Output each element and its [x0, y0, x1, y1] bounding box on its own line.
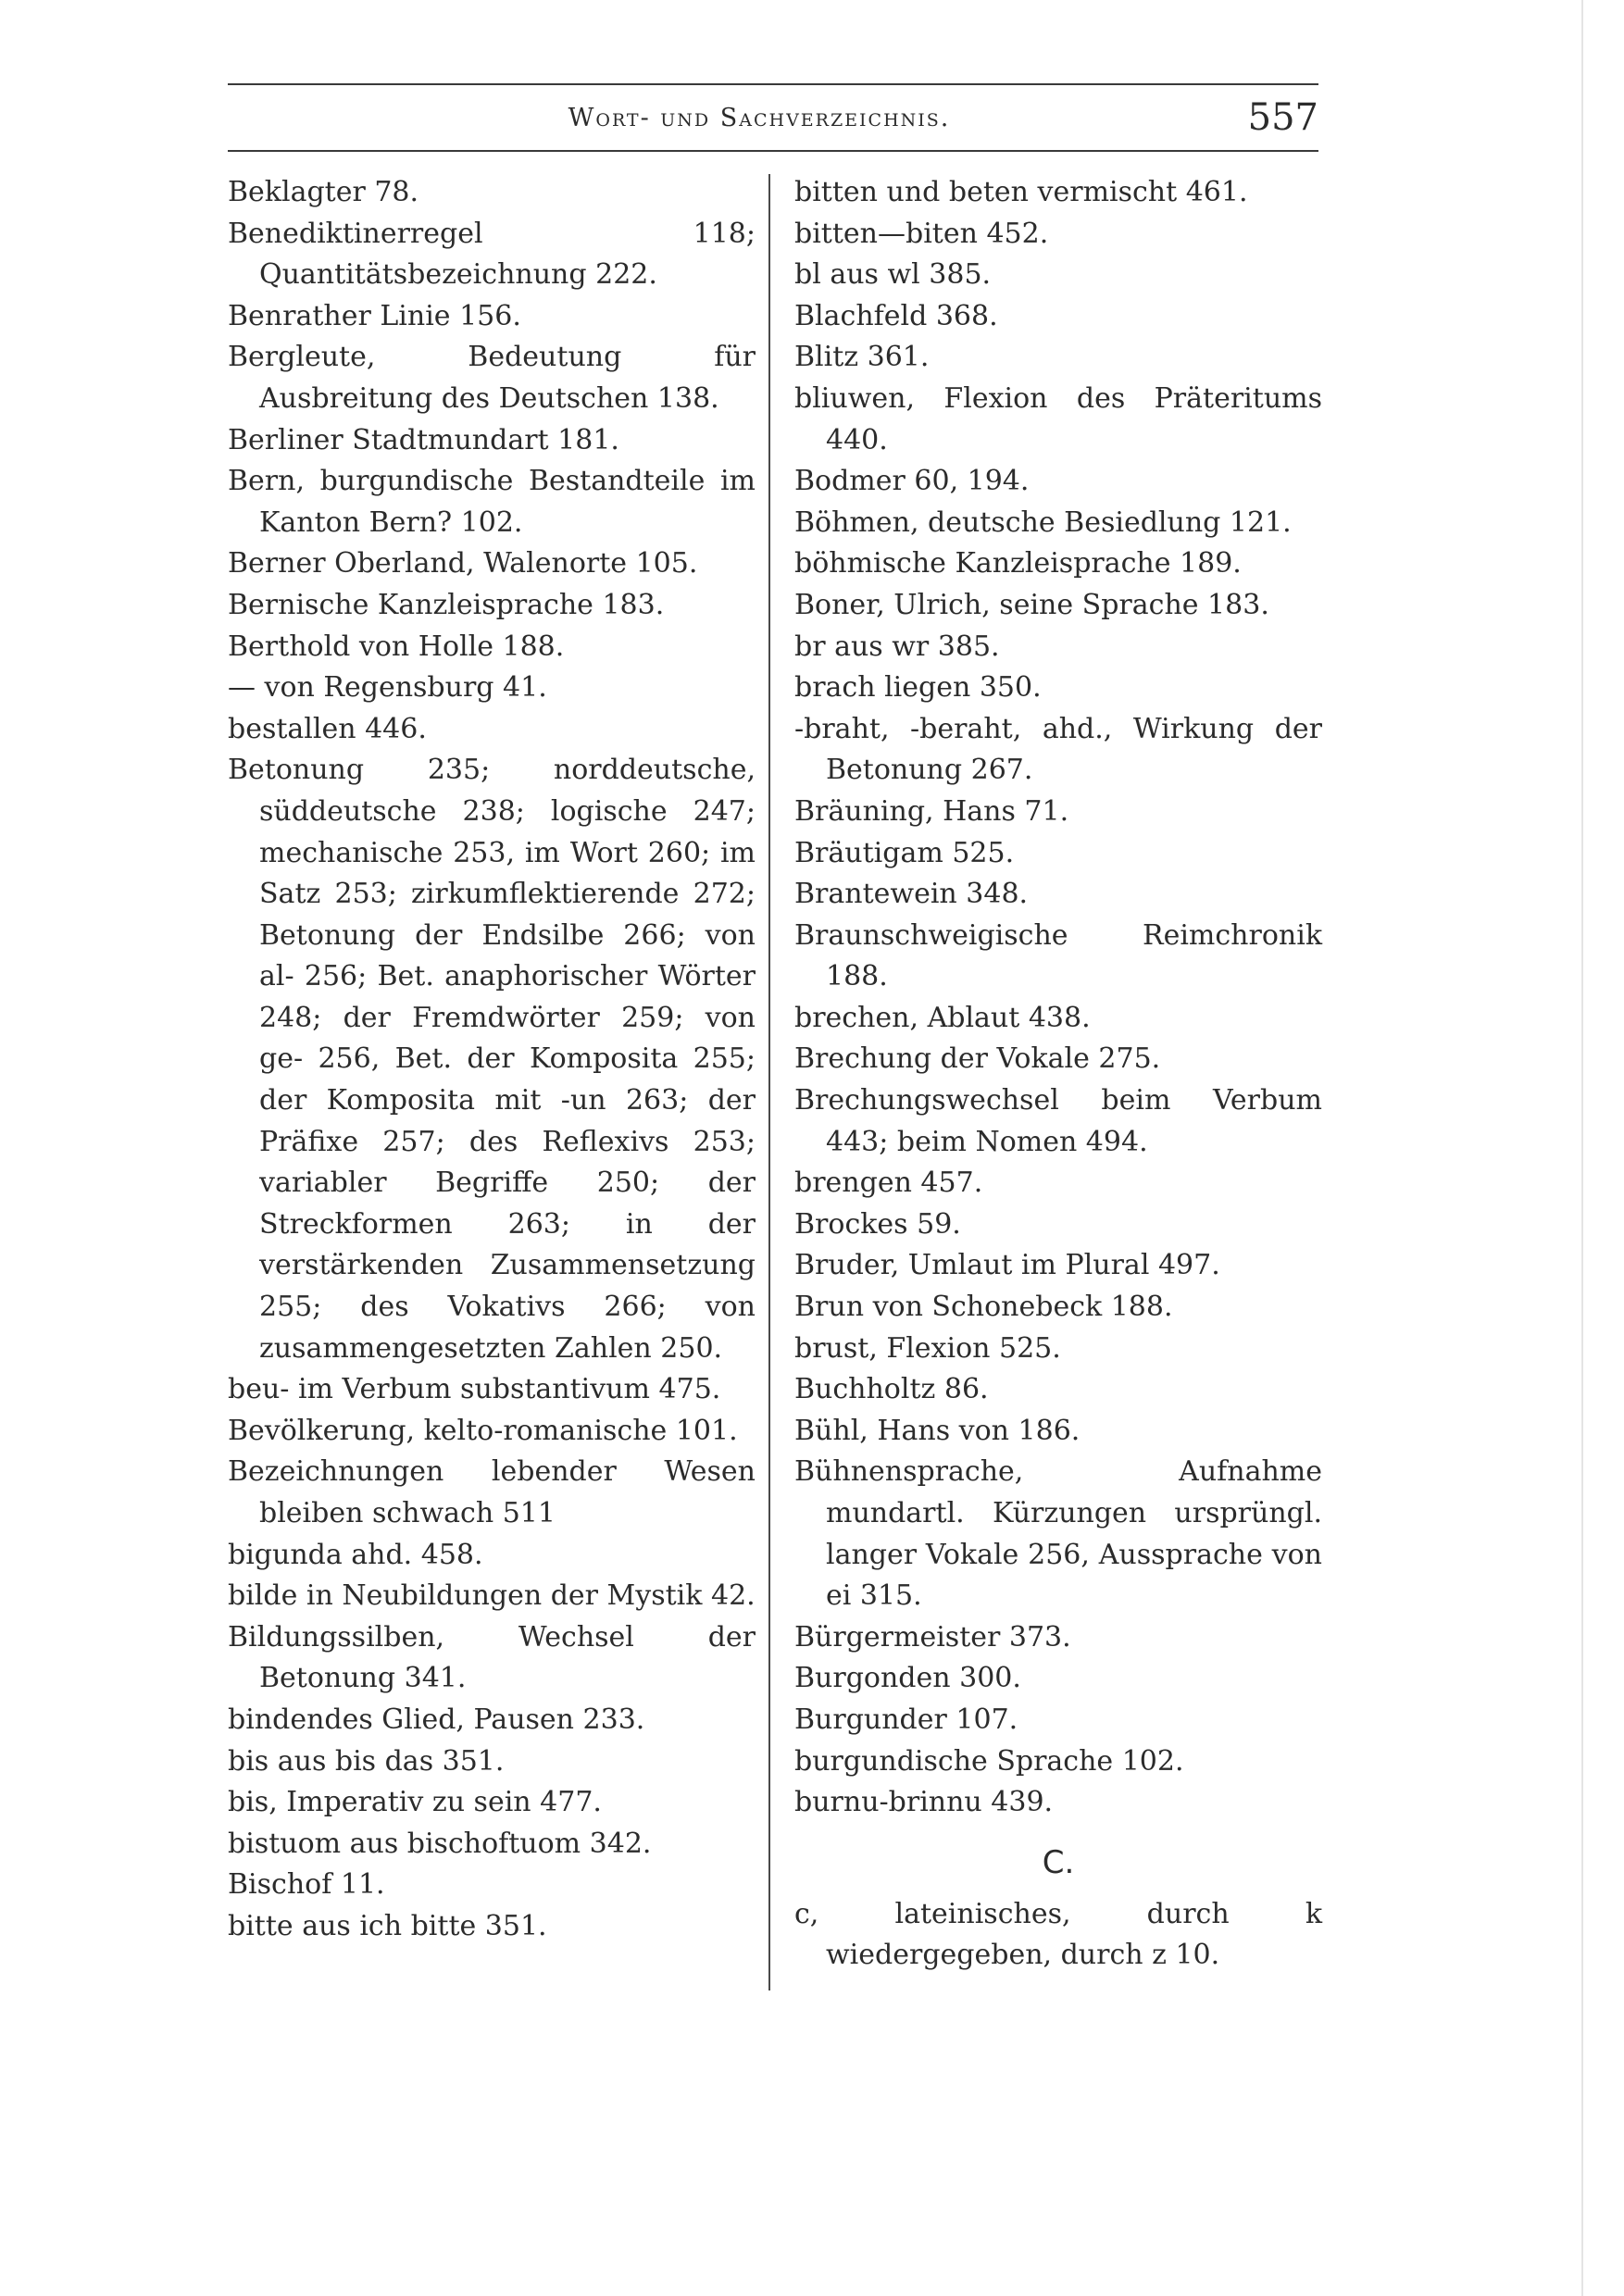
index-entry: bis, Imperativ zu sein 477. [228, 1786, 602, 1819]
index-entry: Bevölkerung, kelto-romanische 101. [228, 1414, 738, 1447]
index-entry: burgundische Sprache 102. [794, 1744, 1184, 1778]
index-entry: bitten—biten 452. [794, 217, 1049, 250]
left-column [228, 172, 756, 1948]
index-entry: Boner, Ulrich, seine Sprache 183. [794, 588, 1269, 621]
index-entry: -braht, -beraht, ahd., Wirkung der Betonung 267. [794, 712, 1322, 787]
index-entry: Bischof 11. [228, 1868, 385, 1902]
index-entry: bitte aus ich bitte 351. [228, 1909, 547, 1942]
index-entry: bilde in Neubildungen der Mystik 42. [228, 1579, 756, 1613]
index-entry: brengen 457. [794, 1167, 983, 1200]
index-entry: Brockes 59. [794, 1207, 961, 1241]
index-entry: br aus wr 385. [794, 630, 1000, 663]
index-entry: Beklagter 78. [228, 176, 419, 208]
index-entry: Berthold von Holle 188. [228, 630, 565, 663]
page-edge [1581, 0, 1583, 2296]
index-entry: bestallen 446. [228, 712, 427, 745]
index-entry: Bruder, Umlaut im Plural 497. [794, 1249, 1220, 1282]
running-head: Wort- und Sachverzeichnis. [568, 104, 951, 132]
index-entry: Bürgermeister 373. [794, 1620, 1071, 1653]
index-entry: Braunschweigische Reimchronik 188. [794, 918, 1322, 993]
index-entry: Bräutigam 525. [794, 836, 1015, 869]
index-entry: Buchholtz 86. [794, 1373, 989, 1406]
index-entry: Blitz 361. [794, 341, 930, 374]
right-column [794, 172, 1322, 1977]
index-entry: Bodmer 60, 194. [794, 465, 1030, 498]
index-entry: böhmische Kanzleisprache 189. [794, 547, 1242, 580]
index-entry: Bildungssilben, Wechsel der Betonung 341. [228, 1620, 756, 1695]
index-entry: brust, Flexion 525. [794, 1331, 1061, 1365]
page-number: 557 [1247, 96, 1318, 139]
index-entry: Betonung 235; norddeutsche, süddeutsche 238; logische 247; mechanische 253, im Wort 260; im Satz 253; zirkumflektierende 272; Betonung der Endsilbe 266; von al- 256; Bet. anaphorischer Wörter 248; der Fremdwörter 259; von ge- 256, Bet. der Komposita 255; der Komposita mit -un 263; der Präfixe 257; des Reflexivs 253; variabler Begriffe 250; der Streckformen 263; in der verstärkenden Zusammensetzung 255; des Vokativs 266; von zusammengesetzten Zahlen 250. [228, 754, 756, 1365]
index-entry: Böhmen, deutsche Besiedlung 121. [794, 505, 1292, 539]
index-entry: Brechung der Vokale 275. [794, 1042, 1161, 1076]
index-entry: bindendes Glied, Pausen 233. [228, 1703, 645, 1736]
section-heading-c: C. [1042, 1843, 1075, 1881]
index-entry: bigunda ahd. 458. [228, 1538, 483, 1571]
index-entry: brach liegen 350. [794, 671, 1042, 705]
index-entry: — von Regensburg 41. [228, 671, 547, 705]
index-entry: Berliner Stadtmundart 181. [228, 423, 619, 456]
index-entry: Bezeichnungen lebender Wesen bleiben schwach 511 [228, 1455, 756, 1529]
index-entry: Bühnensprache, Aufnahme mundartl. Kürzungen ursprüngl. langer Vokale 256, Aussprache von ei 315. [794, 1455, 1322, 1613]
index-entry: bitten und beten vermischt 461. [794, 176, 1248, 208]
index-entry: Blachfeld 368. [794, 299, 998, 332]
column-divider [768, 174, 770, 1990]
index-entry: Berner Oberland, Walenorte 105. [228, 547, 698, 580]
index-entry: Brun von Schonebeck 188. [794, 1291, 1173, 1324]
index-entry: bistuom aus bischoftuom 342. [228, 1827, 652, 1860]
index-entry: Bühl, Hans von 186. [794, 1414, 1081, 1447]
index-entry: bl aus wl 385. [794, 258, 992, 292]
index-entry: beu- im Verbum substantivum 475. [228, 1373, 721, 1406]
header-rule-top [228, 83, 1318, 85]
index-entry: bliuwen, Flexion des Präteritums 440. [794, 381, 1322, 456]
index-entry: Benediktinerregel 118; Quantitätsbezeichnung 222. [228, 217, 756, 292]
index-entry: Brantewein 348. [794, 878, 1029, 911]
index-entry: Bern, burgundische Bestandteile im Kanton Bern? 102. [228, 465, 756, 539]
header-rule-bottom [228, 150, 1318, 152]
index-entry: Bernische Kanzleisprache 183. [228, 588, 665, 621]
index-entry: c, lateinisches, durch k wiedergegeben, durch z 10. [794, 1897, 1322, 1972]
index-entry: brechen, Ablaut 438. [794, 1001, 1091, 1034]
index-entry: Burgunder 107. [794, 1703, 1018, 1736]
index-entry: burnu-brinnu 439. [794, 1786, 1054, 1819]
index-entry: Brechungswechsel beim Verbum 443; beim Nomen 494. [794, 1084, 1322, 1158]
index-entry: Burgonden 300. [794, 1662, 1021, 1695]
index-entry: Bräuning, Hans 71. [794, 794, 1069, 828]
index-entry: Benrather Linie 156. [228, 299, 521, 332]
index-entry: bis aus bis das 351. [228, 1744, 505, 1778]
index-entry: Bergleute, Bedeutung für Ausbreitung des Deutschen 138. [228, 341, 756, 415]
